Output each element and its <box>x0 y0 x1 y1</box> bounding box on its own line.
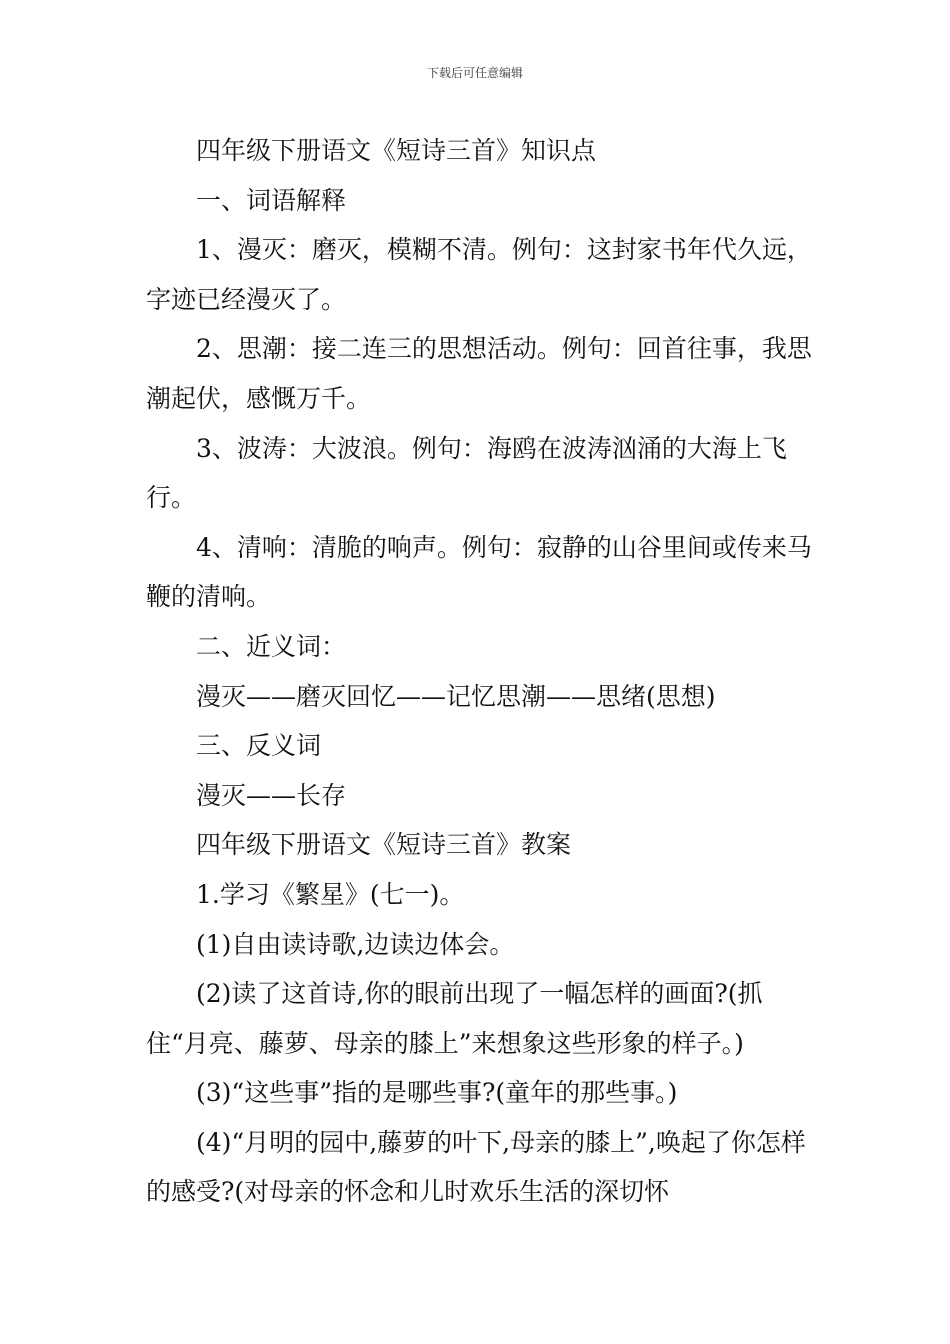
paragraph-definition-4: 4、清响：清脆的响声。例句：寂静的山谷里间或传来马鞭的清响。 <box>146 532 812 612</box>
paragraph-antonyms: 漫灭——长存 <box>196 780 347 810</box>
section-heading-lesson-plan: 四年级下册语文《短诗三首》教案 <box>196 830 572 860</box>
paragraph-lesson-1-4: (4)“月明的园中,藤萝的叶下,母亲的膝上”,唤起了你怎样的感受?(对母亲的怀念和儿时欢乐生活的深切怀 <box>146 1127 806 1207</box>
document-body <box>146 126 816 1217</box>
paragraph-lesson-1-3: (3)“这些事”指的是哪些事?(童年的那些事。) <box>196 1078 678 1108</box>
section-heading-synonyms: 二、近义词： <box>196 631 347 661</box>
paragraph-definition-3: 3、波涛：大波浪。例句：海鸥在波涛汹涌的大海上飞行。 <box>146 433 787 513</box>
section-heading-definitions: 一、词语解释 <box>196 185 347 215</box>
paragraph-lesson-1-1: (1)自由读诗歌,边读边体会。 <box>196 929 515 959</box>
paragraph-definition-1: 1、漫灭：磨灭，模糊不清。例句：这封家书年代久远，字迹已经漫灭了。 <box>146 235 812 314</box>
paragraph-lesson-1-2: (2)读了这首诗,你的眼前出现了一幅怎样的画面?(抓住“月亮、藤萝、母亲的膝上”来想象这些形象的样子。) <box>146 979 763 1058</box>
page-header: 下载后可任意编辑 <box>426 66 523 80</box>
section-heading-antonyms: 三、反义词 <box>196 731 322 761</box>
paragraph-synonyms: 漫灭——磨灭回忆——记忆思潮——思绪(思想) <box>196 681 716 711</box>
paragraph-definition-2: 2、思潮：接二连三的思想活动。例句：回首往事，我思潮起伏，感慨万千。 <box>146 334 812 413</box>
document-title: 四年级下册语文《短诗三首》知识点 <box>196 136 597 165</box>
paragraph-lesson-1: 1.学习《繁星》(七一)。 <box>196 879 465 909</box>
